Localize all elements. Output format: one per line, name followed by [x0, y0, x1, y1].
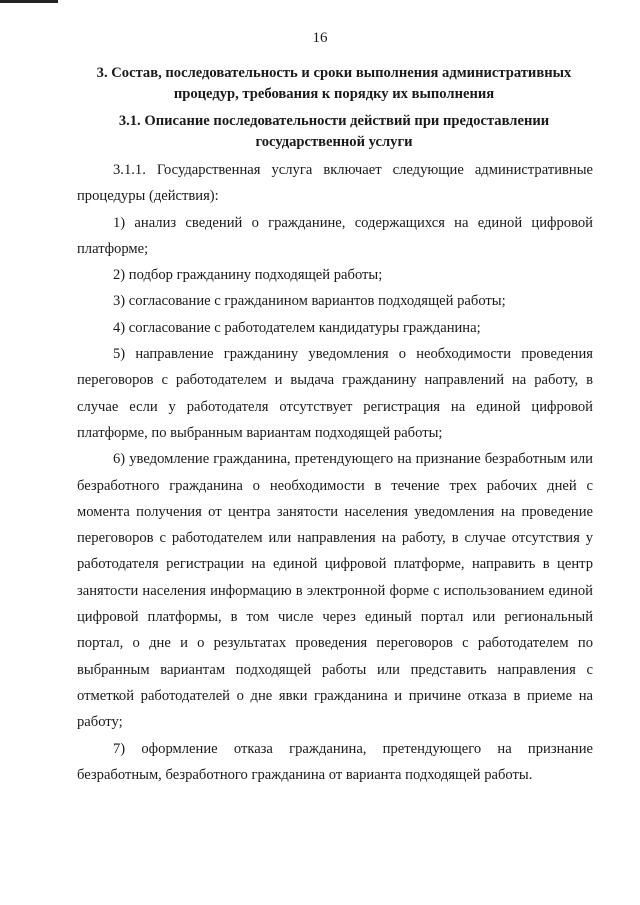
list-item-5: 5) направление гражданину уведомления о необходимости проведения переговоров с работодателем и выдача гражданину направлений на работу, в случае если у работодателя отсутствует регистрация на единой цифровой платформе, по выбранным вариантам подходящей работы;	[77, 346, 593, 441]
list-item-6: 6) уведомление гражданина, претендующего на признание безработным или безработного гражданина о необходимости в течение трех рабочих дней с момента получения от центра занятости населения уведомления на проведение переговоров с работодателем или направления на работу, в случае отсутствия у работодателя регистрации на единой цифровой платформе, направить в центр занятости населения информацию в электронной форме с использованием единой цифровой платформы, в том числе через единый портал или региональный портал, о дне и о результатах проведения переговоров с работодателем по выбранным вариантам подходящей работы или представить направления с отметкой работодателей о дне явки гражданина и причине отказа в приеме на работу;	[77, 451, 593, 731]
list-item-1: 1) анализ сведений о гражданине, содержащихся на единой цифровой платформе;	[77, 214, 593, 257]
document-body	[77, 157, 593, 788]
section-heading: 3. Состав, последовательность и сроки выполнения административных процедур, требования к порядку их выполнения	[96, 65, 572, 102]
subsection-heading: 3.1. Описание последовательности действий при предоставлении государственной услуги	[118, 113, 550, 150]
list-item-7: 7) оформление отказа гражданина, претендующего на признание безработным, безработного гражданина от варианта подходящей работы.	[77, 740, 593, 783]
paragraph-intro: 3.1.1. Государственная услуга включает следующие административные процедуры (действия):	[77, 162, 593, 205]
list-item-2: 2) подбор гражданину подходящей работы;	[113, 267, 383, 284]
list-item-3: 3) согласование с гражданином вариантов подходящей работы;	[113, 293, 506, 310]
scan-edge-mark	[0, 0, 58, 3]
page-number: 16	[312, 30, 328, 46]
list-item-4: 4) согласование с работодателем кандидатуры гражданина;	[113, 319, 481, 336]
